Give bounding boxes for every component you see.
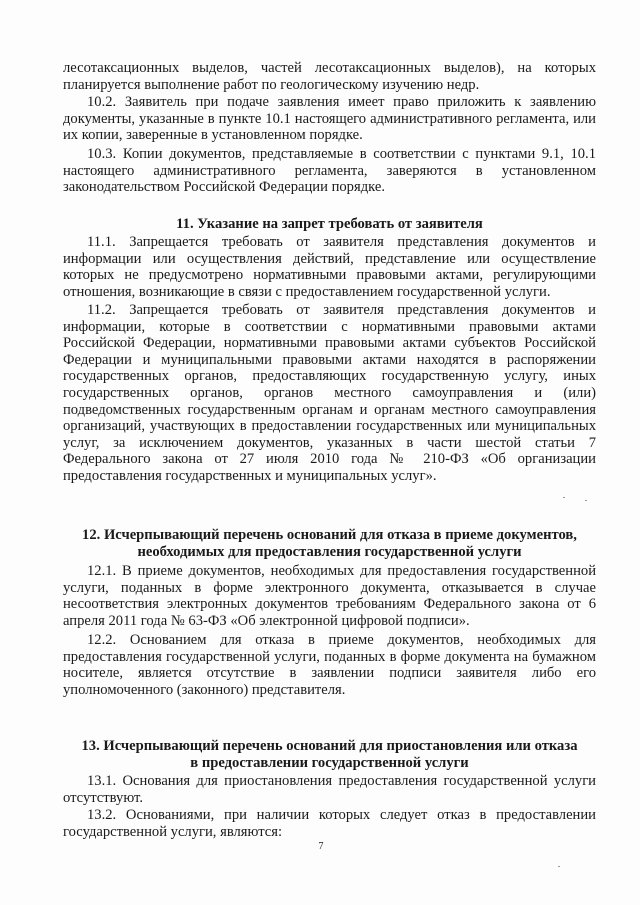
scan-speck	[585, 500, 587, 501]
page-number: 7	[318, 841, 324, 852]
scan-speck	[563, 497, 565, 498]
section-12-heading	[63, 527, 596, 560]
paragraph-13-2: 13.2. Основаниями, при наличии которых следует отказ в предоставлении государственной услуги, являются:	[63, 807, 596, 840]
paragraph-11-2: 11.2. Запрещается требовать от заявителя представления документов и информации, которые в соответствии с нормативными правовыми актами Российской Федерации, нормативными правовыми актами субъектов Российской Федерации и муниципальными правовыми актами находятся в распоряжении государственных органов, предоставляющих государственную услугу, иных государственных органов, органов местного самоуправления и (или) подведомственных государственным органам и органам местного самоуправления организаций, участвующих в предоставлении государственных или муниципальных услуг, за исключением документов, указанных в части шестой статьи 7 Федерального закона от 27 июля 2010 года № 210-ФЗ «Об организации предоставления государственных и муниципальных услуг».	[63, 302, 596, 484]
paragraph-12-2: 12.2. Основанием для отказа в приеме документов, необходимых для предоставления государственной услуги, поданных в форме документа на бумажном носителе, является отсутствие в заявлении подписи заявителя либо его уполномоченного (законного) представителя.	[63, 632, 596, 698]
section-13-heading-line1: 13. Исчерпывающий перечень оснований для приостановления или отказа	[81, 738, 578, 754]
section-13-heading-line2: в предоставлении государственной услуги	[190, 754, 469, 771]
paragraph-10-3: 10.3. Копии документов, представляемые в соответствии с пунктами 9.1, 10.1 настоящего административного регламента, заверяются в установленном законодательством Российской Федерации порядке.	[63, 146, 596, 196]
section-11-heading: 11. Указание на запрет требовать от заявителя	[176, 216, 483, 232]
paragraph-10-2: 10.2. Заявитель при подаче заявления имеет право приложить к заявлению документы, указанные в пункте 10.1 настоящего административного регламента, или их копии, заверенные в установленном порядке.	[63, 94, 596, 144]
paragraph-11-1: 11.1. Запрещается требовать от заявителя представления документов и информации или осуществления действий, представление или осуществление которых не предусмотрено нормативными правовыми актами, регулирующими отношения, возникающие в связи с предоставлением государственной услуги.	[63, 234, 596, 300]
section-12-heading-line2: необходимых для предоставления государственной услуги	[137, 543, 522, 560]
section-13-heading	[63, 738, 596, 771]
paragraph-13-1: 13.1. Основания для приостановления предоставления государственной услуги отсутствуют.	[63, 773, 596, 806]
paragraph-continuation: лесотаксационных выделов, частей лесотаксационных выделов), на которых планируется выполнение работ по геологическому изучению недр.	[63, 60, 596, 93]
section-12-heading-line1: 12. Исчерпывающий перечень оснований для отказа в приеме документов,	[82, 527, 577, 543]
scan-speck	[558, 866, 560, 867]
paragraph-12-1: 12.1. В приеме документов, необходимых для предоставления государственной услуги, поданных в форме электронного документа, отказывается в случае несоответствия электронных документов требованиям Федерального закона от 6 апреля 2011 года № 63-ФЗ «Об электронной цифровой подписи».	[63, 563, 596, 629]
